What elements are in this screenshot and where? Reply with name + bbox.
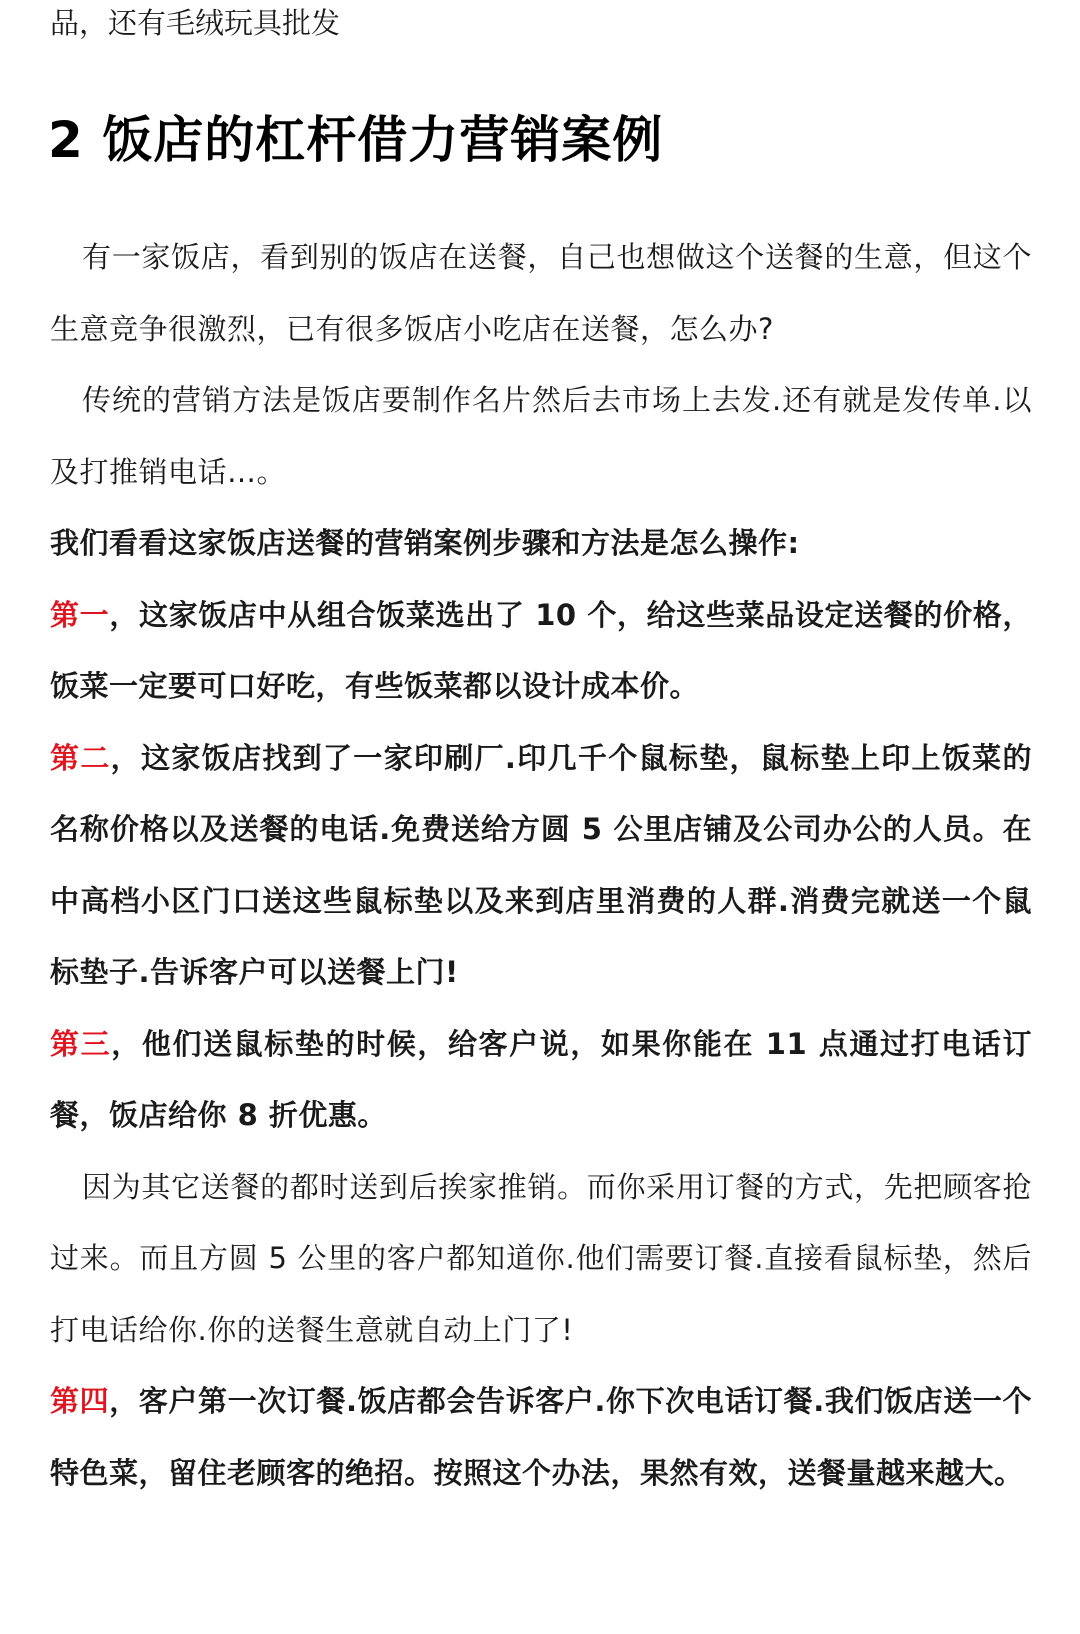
paragraph-explanation: 因为其它送餐的都时送到后挨家推销。而你采用订餐的方式，先把顾客抢过来。而且方圆 5 公里的客户都知道你.他们需要订餐.直接看鼠标垫，然后打电话给你.你的送餐生意就自动上门了! xyxy=(50,1169,1032,1347)
step-label: 第四 xyxy=(50,1384,110,1418)
step-text: ，客户第一次订餐.饭店都会告诉客户.你下次电话订餐.我们饭店送一个特色菜，留住老顾客的绝招。按照这个办法，果然有效，送餐量越来越大。 xyxy=(50,1384,1032,1490)
paragraph-intro: 有一家饭店，看到别的饭店在送餐，自己也想做这个送餐的生意，但这个生意竞争很激烈，已有很多饭店小吃店在送餐，怎么办? xyxy=(50,240,1032,346)
step-four xyxy=(50,1366,1032,1509)
step-one xyxy=(50,580,1032,723)
paragraph-traditional-method: 传统的营销方法是饭店要制作名片然后去市场上去发.还有就是发传单.以及打推销电话…。 xyxy=(50,383,1032,489)
paragraph-steps-intro: 我们看看这家饭店送餐的营销案例步骤和方法是怎么操作: xyxy=(50,526,800,560)
previous-paragraph-fragment: 品，还有毛绒玩具批发 xyxy=(50,6,341,40)
step-text: ，这家饭店找到了一家印刷厂.印几千个鼠标垫，鼠标垫上印上饭菜的名称价格以及送餐的电话.免费送给方圆 5 公里店铺及公司办公的人员。在中高档小区门口送这些鼠标垫以及来到店里消费的人群.消费完就送一个鼠标垫子.告诉客户可以送餐上门! xyxy=(50,740,1032,989)
step-three xyxy=(50,1009,1032,1152)
section-heading: 2 饭店的杠杆借力营销案例 xyxy=(48,111,664,169)
step-text: ，他们送鼠标垫的时候，给客户说，如果你能在 11 点通过打电话订餐，饭店给你 8 折优惠。 xyxy=(50,1026,1032,1132)
step-two xyxy=(50,723,1032,1009)
step-label: 第二 xyxy=(50,740,111,775)
step-label: 第一 xyxy=(50,597,110,632)
step-text: ，这家饭店中从组合饭菜选出了 10 个，给这些菜品设定送餐的价格，饭菜一定要可口好吃，有些饭菜都以设计成本价。 xyxy=(50,597,1032,703)
article-body xyxy=(50,222,1032,1509)
step-label: 第三 xyxy=(50,1026,112,1061)
